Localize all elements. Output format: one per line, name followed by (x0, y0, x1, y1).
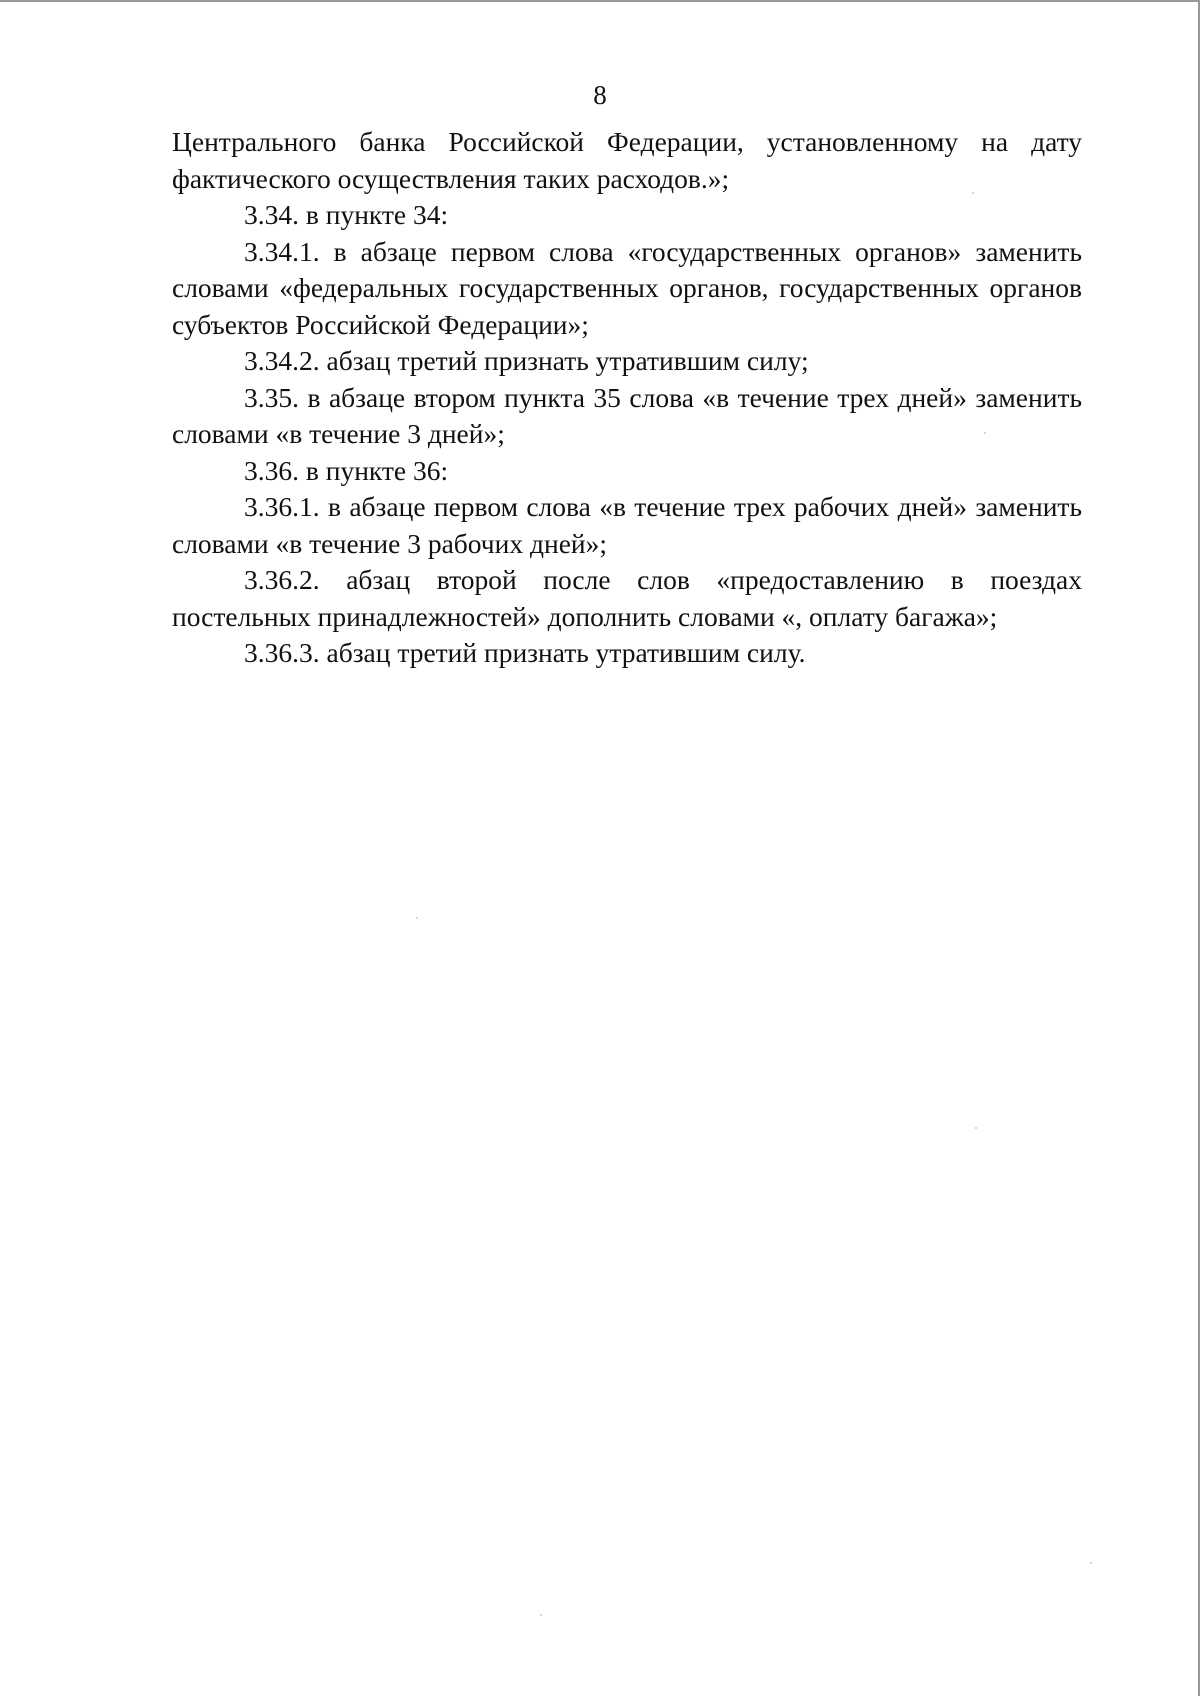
scan-speck (972, 192, 974, 194)
paragraph-3-34-1: 3.34.1. в абзаце первом слова «государственных органов» заменить словами «федеральных государственных органов, государственных органов субъектов Российской Федерации»; (172, 235, 1082, 340)
paragraph-3-36: 3.36. в пункте 36: (244, 454, 449, 486)
paragraph-3-34: 3.34. в пункте 34: (244, 199, 449, 230)
paragraph-3-34-2: 3.34.2. абзац третий признать утратившим силу; (244, 345, 809, 376)
document-body (172, 124, 1082, 672)
scan-speck (1090, 1562, 1092, 1564)
scan-speck (416, 917, 418, 919)
page-number: 8 (593, 80, 607, 110)
paragraph-3-36-3: 3.36.3. абзац третий признать утратившим силу. (244, 637, 806, 668)
paragraph-3-36-1: 3.36.1. в абзаце первом слова «в течение трех рабочих дней» заменить словами «в течение 3 рабочих дней»; (172, 491, 1082, 559)
scan-speck (540, 1614, 542, 1616)
paragraph-3-36-2: 3.36.2. абзац второй после слов «предоставлению в поездах постельных принадлежностей» дополнить словами «, оплату багажа»; (172, 564, 1082, 632)
paragraph-3-35: 3.35. в абзаце втором пункта 35 слова «в течение трех дней» заменить словами «в течение 3 дней»; (172, 381, 1082, 449)
paragraph-continuation: Центрального банка Российской Федерации, установленному на дату фактического осуществления таких расходов.»; (172, 126, 1082, 194)
scan-speck (975, 1127, 977, 1129)
scan-speck (984, 432, 986, 434)
